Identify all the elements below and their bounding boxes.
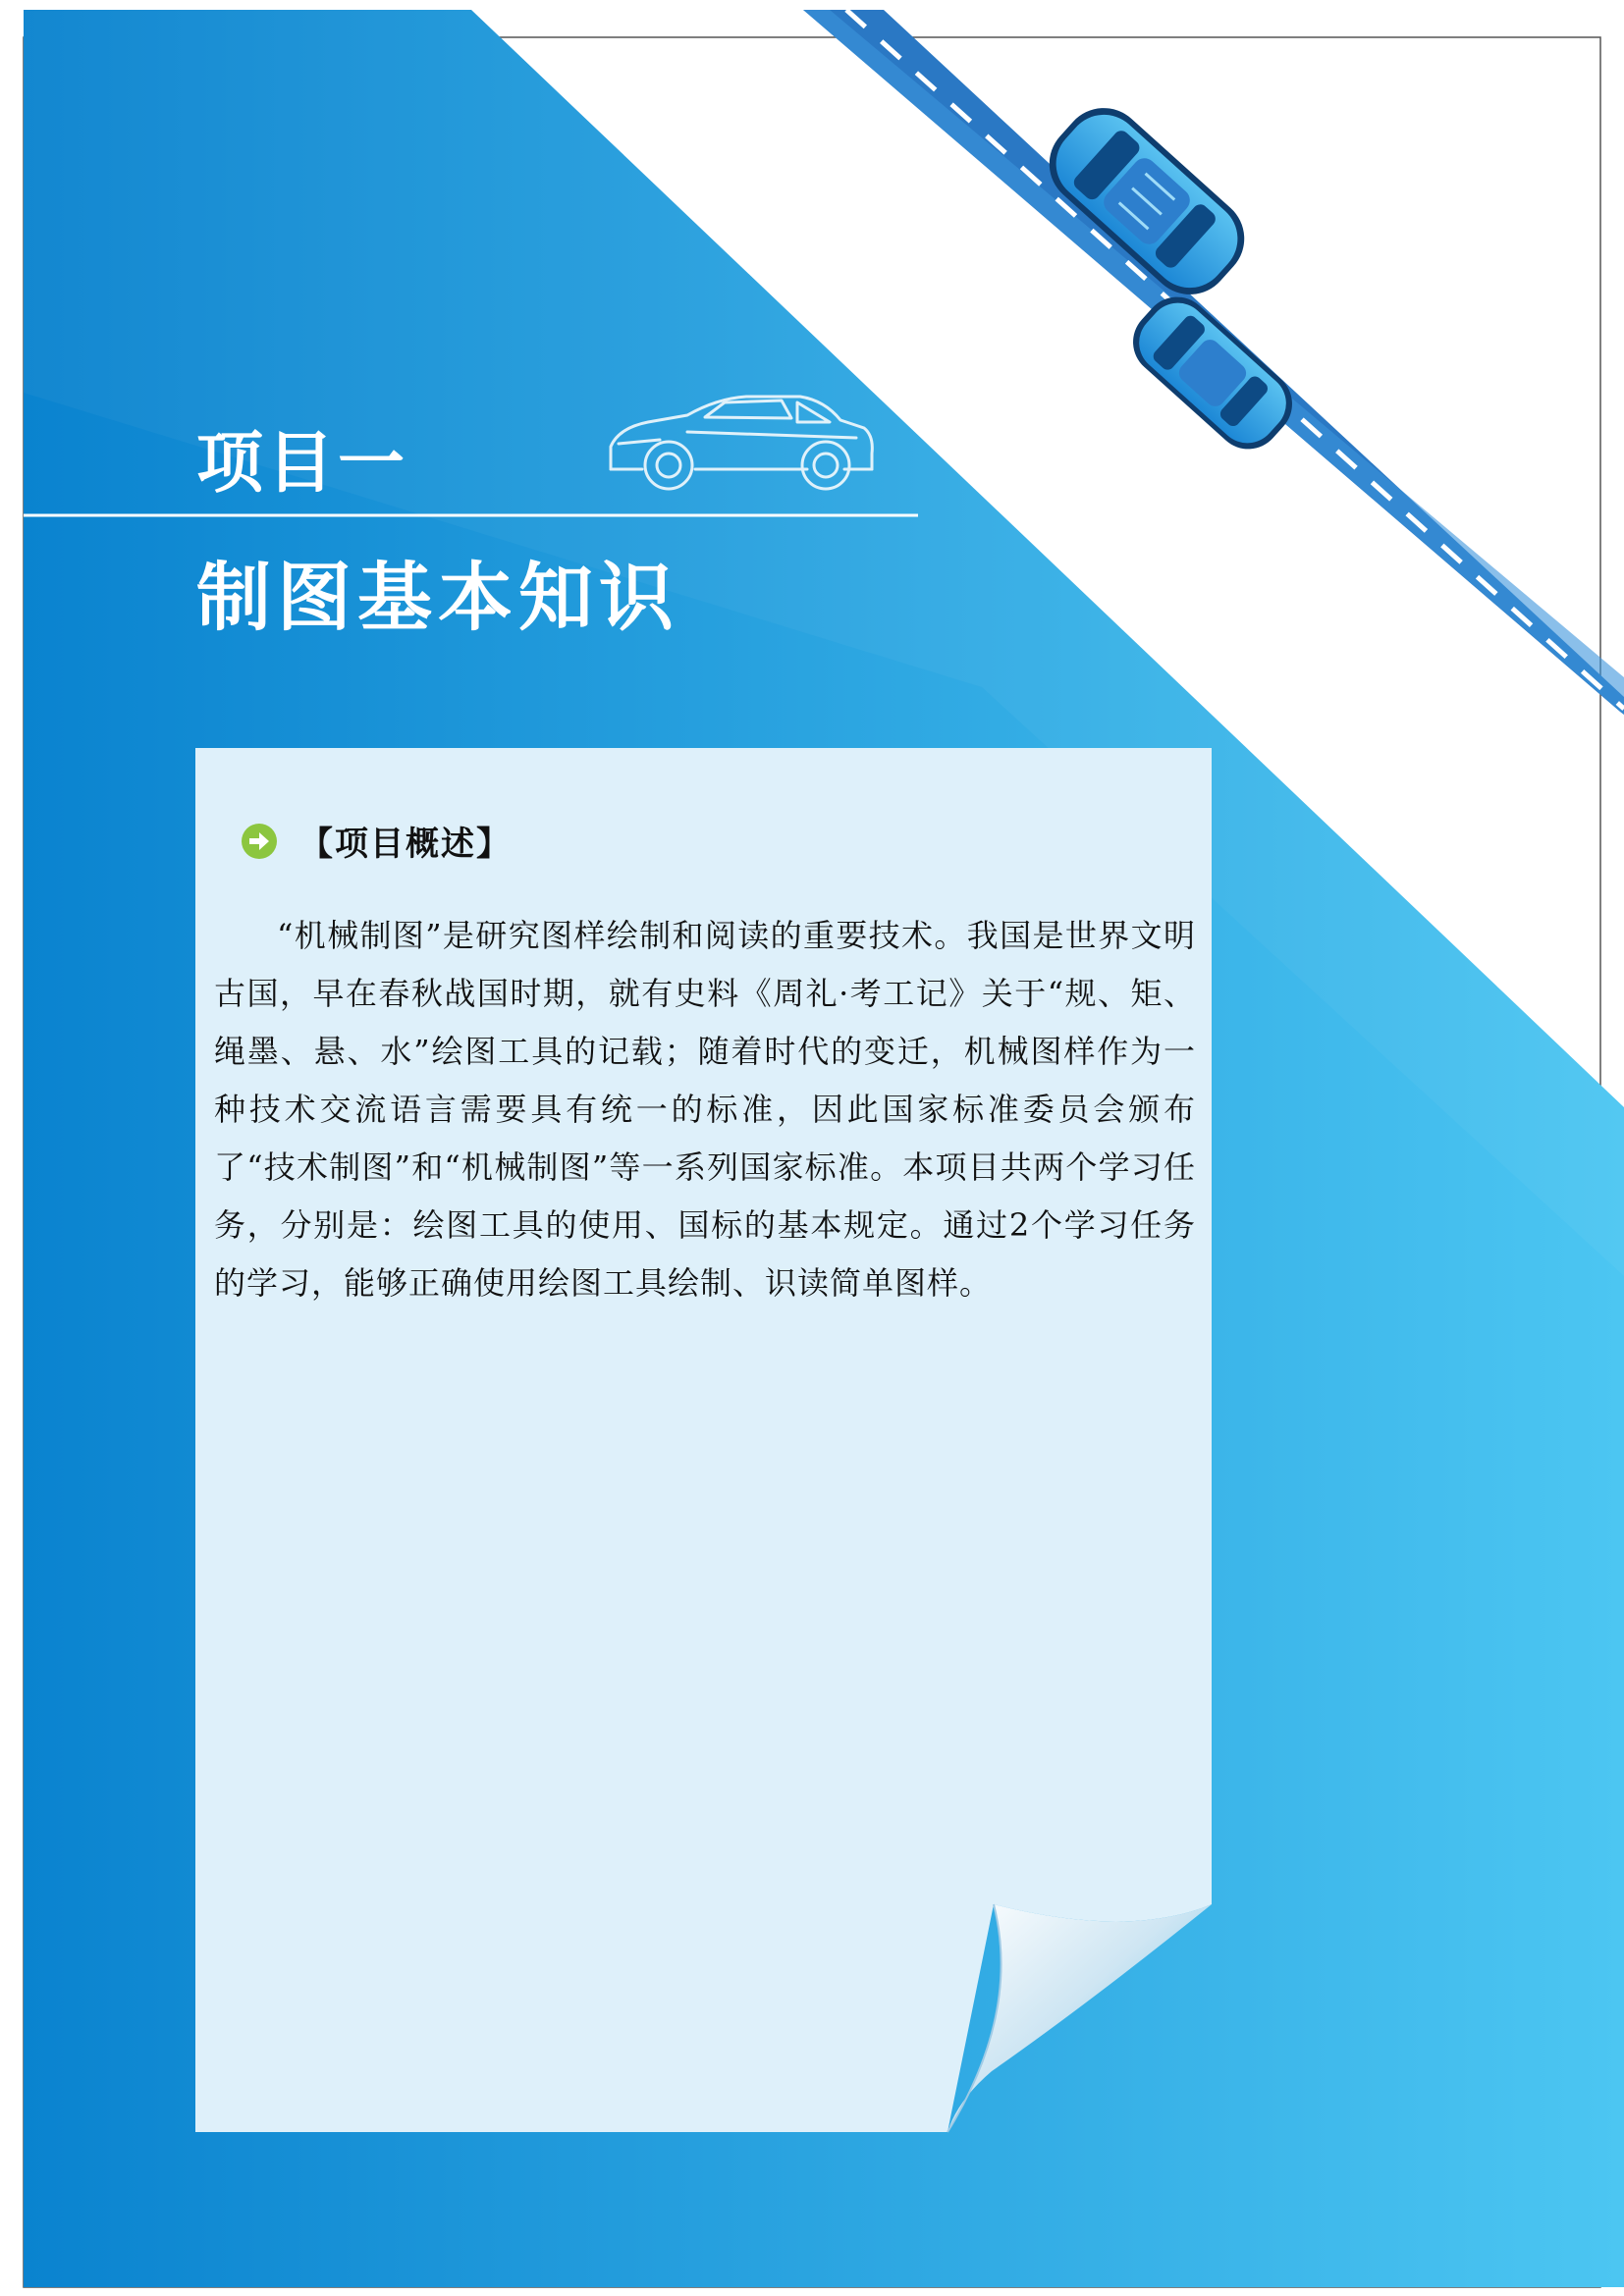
overview-heading bbox=[241, 817, 512, 865]
arrow-right-circle-icon bbox=[241, 823, 278, 860]
overview-heading-text: 【项目概述】 bbox=[299, 825, 512, 864]
chapter-label: 项目一 bbox=[196, 425, 409, 503]
chapter-title: 制图基本知识 bbox=[196, 554, 679, 641]
overview-paragraph: “机械制图”是研究图样绘制和阅读的重要技术。我国是世界文明古国，早在春秋战国时期，就有史料《周礼·考工记》关于“规、矩、绳墨、悬、水”绘图工具的记载；随着时代的变迁，机械图样作为一种技术交流语言需要具有统一的标准，因此国家标准委员会颁布了“技术制图”和“机械制图”等一系列国家标准。本项目共两个学习任务，分别是：绘图工具的使用、国标的基本规定。通过2个学习任务的学习，能够正确使用绘图工具绘制、识读简单图样。 bbox=[214, 917, 1196, 1302]
